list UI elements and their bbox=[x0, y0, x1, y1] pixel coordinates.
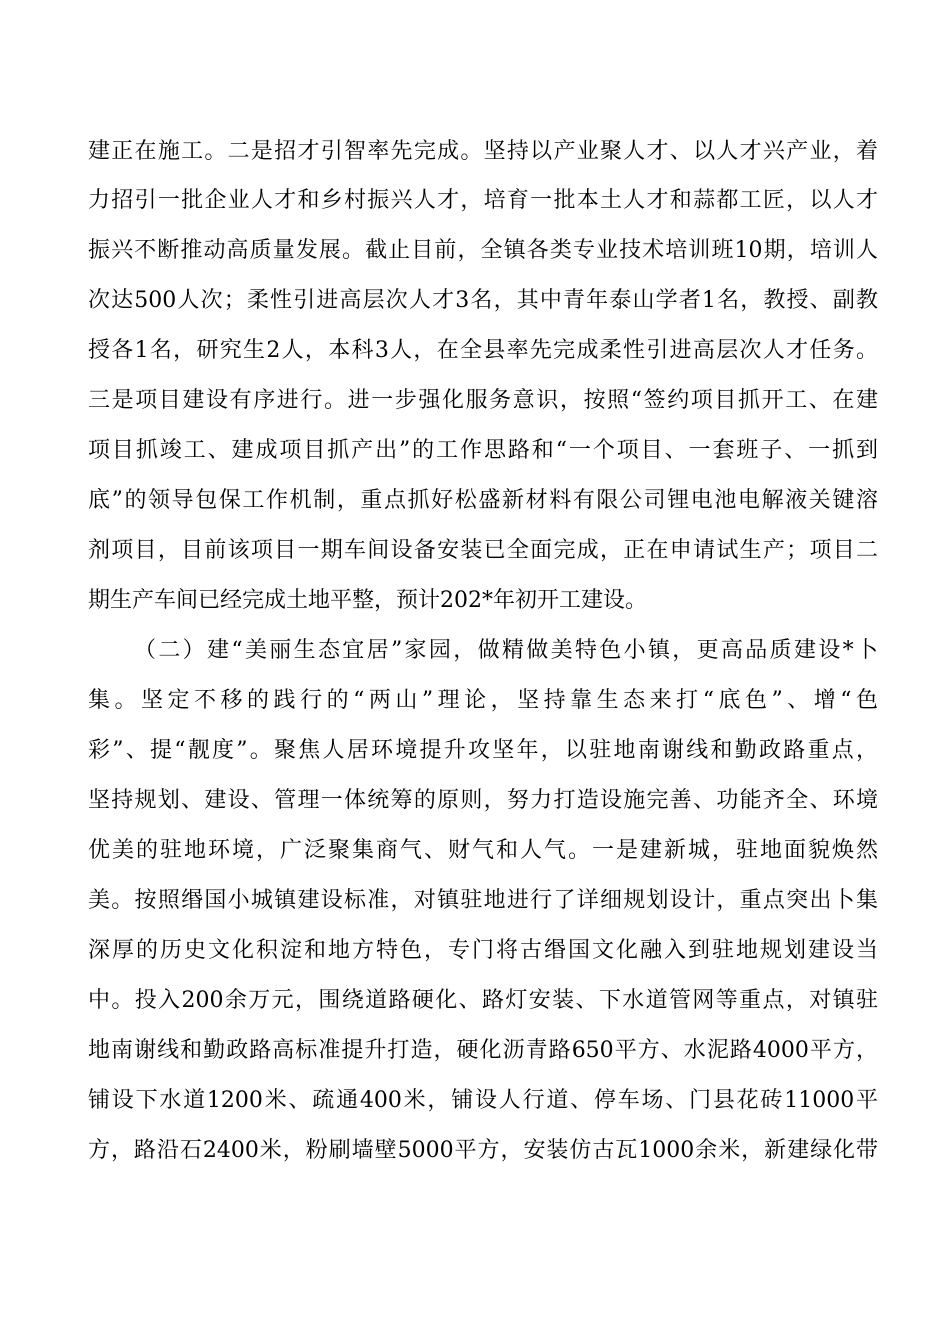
text-line: 集。坚定不移的践行的“两山”理论，坚持靠生态来打“底色”、增“色 bbox=[88, 688, 878, 713]
text-line: 项目抓竣工、建成项目抓产出”的工作思路和“一个项目、一套班子、一抓到 bbox=[88, 438, 878, 463]
text-line: 地南谢线和勤政路高标准提升打造，硬化沥青路650平方、水泥路4000平方， bbox=[88, 1038, 878, 1063]
text-line: 力招引一批企业人才和乡村振兴人才，培育一批本土人才和蒜都工匠，以人才 bbox=[88, 188, 878, 213]
text-line: 中。投入200余万元，围绕道路硬化、路灯安装、下水道管网等重点，对镇驻 bbox=[88, 988, 878, 1013]
text-line: 方，路沿石2400米，粉刷墙壁5000平方，安装仿古瓦1000余米，新建绿化带 bbox=[88, 1138, 878, 1163]
text-line: 彩”、提“靓度”。聚焦人居环境提升攻坚年，以驻地南谢线和勤政路重点， bbox=[88, 738, 878, 763]
text-line: 底”的领导包保工作机制，重点抓好松盛新材料有限公司锂电池电解液关键溶 bbox=[88, 488, 878, 513]
text-line: 授各1名，研究生2人，本科3人，在全县率先完成柔性引进高层次人才任务。 bbox=[88, 338, 878, 363]
section-heading-line: （二）建“美丽生态宜居”家园，做精做美特色小镇，更高品质建设*卜 bbox=[134, 638, 878, 663]
text-line: 建正在施工。二是招才引智率先完成。坚持以产业聚人才、以人才兴产业，着 bbox=[88, 139, 878, 164]
text-line: 坚持规划、建设、管理一体统筹的原则，努力打造设施完善、功能齐全、环境 bbox=[88, 788, 878, 813]
text-line: 剂项目，目前该项目一期车间设备安装已全面完成，正在申请试生产；项目二 bbox=[88, 538, 878, 563]
text-line: 铺设下水道1200米、疏通400米，铺设人行道、停车场、门县花砖11000平 bbox=[88, 1088, 878, 1113]
text-line: 深厚的历史文化积淀和地方特色，专门将古缗国文化融入到驻地规划建设当 bbox=[88, 938, 878, 963]
text-line: 期生产车间已经完成土地平整，预计202*年初开工建设。 bbox=[88, 588, 647, 613]
text-line: 次达500人次；柔性引进高层次人才3名，其中青年泰山学者1名，教授、副教 bbox=[88, 288, 878, 313]
text-line: 优美的驻地环境，广泛聚集商气、财气和人气。一是建新城，驻地面貌焕然 bbox=[88, 838, 878, 863]
text-line: 美。按照缗国小城镇建设标准，对镇驻地进行了详细规划设计，重点突出卜集 bbox=[88, 888, 878, 913]
text-line: 振兴不断推动高质量发展。截止目前，全镇各类专业技术培训班10期，培训人 bbox=[88, 238, 878, 263]
text-line: 三是项目建设有序进行。进一步强化服务意识，按照“签约项目抓开工、在建 bbox=[88, 388, 878, 413]
